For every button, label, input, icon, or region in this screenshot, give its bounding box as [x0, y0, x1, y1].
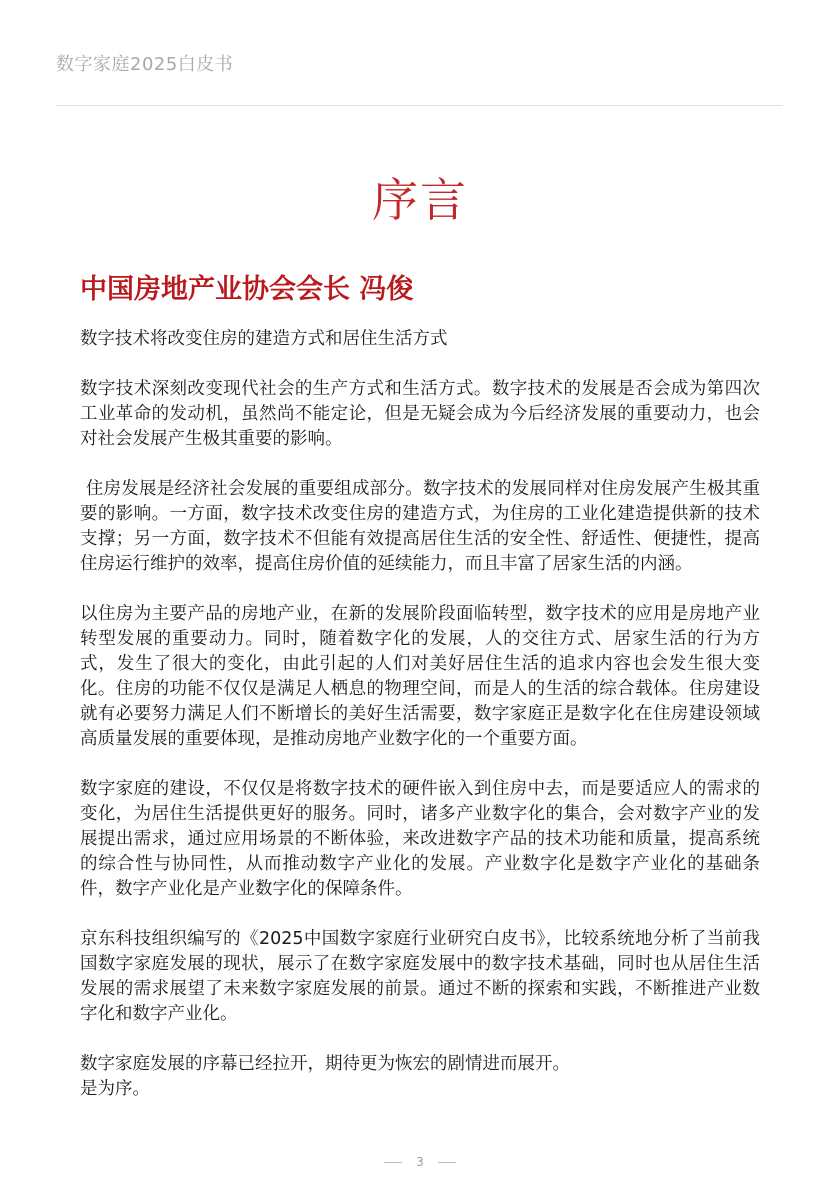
paragraph-4: 数字家庭的建设，不仅仅是将数字技术的硬件嵌入到住房中去，而是要适应人的需求的变化，为居住生活提供更好的服务。同时，诸多产业数字化的集合，会对数字产业的发展提出需求，通过应用场景的不断体验，来改进数字产品的技术功能和质量，提高系统的综合性与协同性，从而推动数字产业化的发展。产业数字化是数字产业化的基础条件，数字产业化是产业数字化的保障条件。	[80, 779, 760, 899]
footer-dash-right	[438, 1162, 456, 1163]
body-text	[80, 327, 760, 1102]
subtitle-paragraph: 数字技术将改变住房的建造方式和居住生活方式	[80, 329, 448, 349]
paragraph-1: 数字技术深刻改变现代社会的生产方式和生活方式。数字技术的发展是否会成为第四次工业革命的发动机，虽然尚不能定论，但是无疑会成为今后经济发展的重要动力，也会对社会发展产生极其重要的影响。	[80, 379, 760, 449]
paragraph-6: 数字家庭发展的序幕已经拉开，期待更为恢宏的剧情进而展开。	[80, 1054, 570, 1074]
paragraph-2: 住房发展是经济社会发展的重要组成部分。数字技术的发展同样对住房发展产生极其重要的影响。一方面，数字技术改变住房的建造方式，为住房的工业化建造提供新的技术支撑；另一方面，数字技术不但能有效提高居住生活的安全性、舒适性、便捷性，提高住房运行维护的效率，提高住房价值的延续能力，而且丰富了居家生活的内涵。	[80, 479, 760, 574]
page-number: 3	[416, 1155, 424, 1169]
closing-line: 是为序。	[80, 1079, 150, 1099]
running-header-title: 数字家庭2025白皮书	[56, 54, 234, 75]
paragraph-5: 京东科技组织编写的《2025中国数字家庭行业研究白皮书》，比较系统地分析了当前我国数字家庭发展的现状，展示了在数字家庭发展中的数字技术基础，同时也从居住生活发展的需求展望了未来数字家庭发展的前景。通过不断的探索和实践，不断推进产业数字化和数字产业化。	[80, 929, 760, 1024]
page-footer	[0, 1155, 840, 1169]
footer-dash-left	[384, 1162, 402, 1163]
author-heading: 中国房地产业协会会长 冯俊	[80, 274, 414, 305]
paragraph-3: 以住房为主要产品的房地产业，在新的发展阶段面临转型，数字技术的应用是房地产业转型发展的重要动力。同时，随着数字化的发展，人的交往方式、居家生活的行为方式，发生了很大的变化，由此引起的人们对美好居住生活的追求内容也会发生很大变化。住房的功能不仅仅是满足人栖息的物理空间，而是人的生活的综合载体。住房建设就有必要努力满足人们不断增长的美好生活需要，数字家庭正是数字化在住房建设领域高质量发展的重要体现，是推动房地产业数字化的一个重要方面。	[80, 604, 760, 749]
header-divider	[56, 105, 783, 106]
page-title: 序言	[372, 173, 468, 227]
